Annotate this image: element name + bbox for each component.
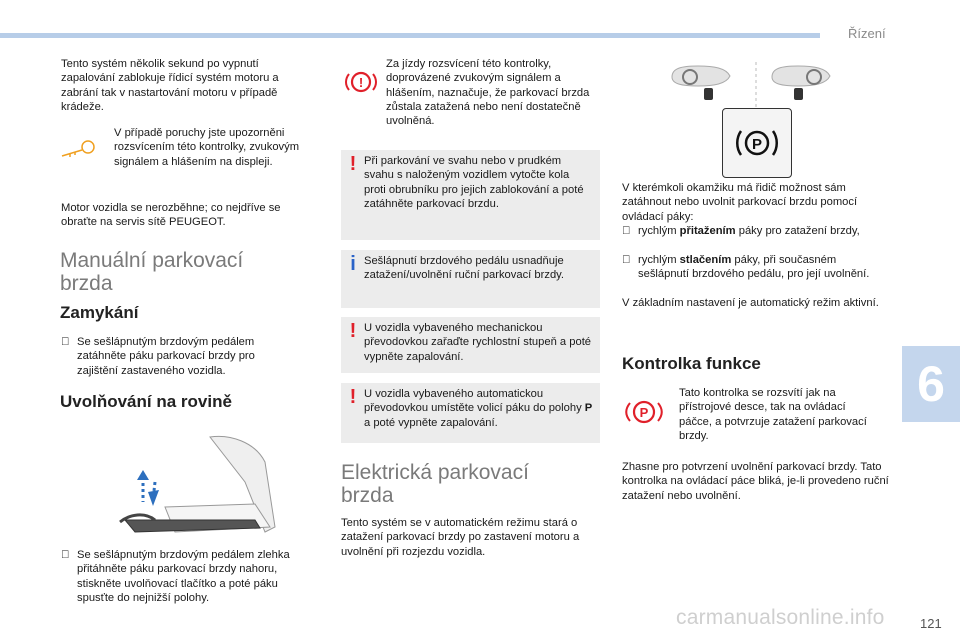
- electric-brake-heading-line1: Elektrická parkovací: [341, 461, 529, 484]
- brake-warning-icon: [343, 68, 379, 96]
- parking-brake-lever-illustration: [105, 432, 295, 542]
- lamp-off-text: Zhasne pro potvrzení uvolnění parkovací brzdy. Tato kontrolka na ovládací páce bliká, je-li provedeno ruční zatažení nebo uvolnění.: [622, 461, 889, 502]
- info-box-pedal-text: Sešlápnutí brzdového pedálu usnadňuje zatažení/uvolnění ruční parkovací brzdy.: [364, 255, 565, 282]
- electric-brake-heading-line2: brzda: [341, 484, 394, 507]
- push-bullet-bold: stlačením: [679, 254, 732, 266]
- warning-box-automatic-gearbox: [341, 383, 600, 443]
- pull-bullet-text: [622, 224, 882, 238]
- warning-box-automatic-gearbox-text: [364, 387, 594, 430]
- electric-brake-heading: [341, 461, 529, 507]
- release-heading: Uvolňování na rovině: [60, 392, 232, 411]
- automatic-text-after: a poté vypněte zapalování.: [364, 416, 498, 429]
- info-box-pedal: [341, 250, 600, 308]
- bullet-marker: [622, 224, 630, 238]
- push-bullet-before: rychlým: [638, 254, 680, 266]
- lock-heading: Zamykání: [60, 303, 139, 322]
- bullet-marker: [622, 253, 630, 267]
- driver-control-text: V kterémkoli okamžiku má řidič možnost sám zatáhnout nebo uvolnit parkovací brzdu pomocí ovládací páky:: [622, 182, 858, 223]
- exclamation-icon: !: [349, 153, 357, 175]
- push-bullet: [622, 253, 882, 282]
- push-bullet-text: [622, 253, 882, 282]
- exclamation-icon: !: [349, 386, 357, 408]
- svg-text:P: P: [639, 405, 649, 420]
- warning-box-manual-gearbox-text: U vozidla vybaveného mechanickou převodovkou zařaďte rychlostní stupeň a poté vypněte zapalování.: [364, 322, 592, 363]
- pull-bullet-after: páky pro zatažení brzdy,: [735, 225, 860, 237]
- warning-box-manual-gearbox: [341, 317, 600, 373]
- pull-bullet: [622, 224, 882, 238]
- release-bullet: [61, 548, 311, 605]
- svg-text:!: !: [358, 75, 364, 90]
- pull-bullet-bold: přitažením: [679, 225, 736, 237]
- electric-brake-text: Tento systém se v automatickém režimu stará o zatažení parkovací brzdy po zastavení motoru a uvolnění při rozjezdu vozidla.: [341, 517, 580, 558]
- page-number: 121: [920, 616, 942, 631]
- function-lamp-heading: Kontrolka funkce: [622, 354, 761, 373]
- automatic-text-before: U vozidla vybaveného automatickou převodovkou umístěte volicí páku do polohy: [364, 388, 585, 415]
- lever-operation-illustration: [668, 62, 848, 107]
- warning-box-slope: [341, 150, 600, 240]
- manual-brake-heading: [60, 249, 243, 295]
- watermark: carmanualsonline.info: [676, 606, 885, 629]
- manual-brake-heading-line2: brzda: [60, 272, 113, 295]
- release-bullet-text: Se sešlápnutým brzdovým pedálem zlehka přitáhněte páku parkovací brzdy nahoru, stiskněte uvolňovací tlačítko a poté páku spusťte do nejnižší polohy.: [77, 549, 290, 604]
- header-bar: [0, 33, 820, 38]
- automatic-text-gear: P: [584, 402, 593, 415]
- immobiliser-warning-text: V případě poruchy jste upozorněni rozsvícením této kontrolky, zvukovým signálem a hlášením na displeji.: [114, 127, 300, 168]
- manual-brake-heading-line1: Manuální parkovací: [60, 249, 244, 272]
- chapter-tab: 6: [902, 346, 960, 422]
- lamp-description: Tato kontrolka se rozsvítí jak na přístrojové desce, tak na ovládací páčce, a potvrzuje zatažení parkovací brzdy.: [679, 387, 867, 442]
- info-icon: i: [350, 253, 356, 275]
- pull-bullet-before: rychlým: [638, 225, 680, 237]
- push-bullet-after: páky, při současném sešlápnutí brzdového pedálu, pro její uvolnění.: [638, 254, 870, 281]
- key-icon: [60, 138, 100, 160]
- warning-box-slope-text: Při parkování ve svahu nebo v prudkém svahu s naloženým vozidlem vytočte kola proti obrubníku pro jejich zablokování a poté zatáhněte parkovací brzdu.: [364, 155, 584, 210]
- driving-warning-text: Za jízdy rozsvícení této kontrolky, doprovázené zvukovým signálem a hlášením, naznačuje, že parkovací brzda zůstala zatažená nebo není dostatečně uvolněná.: [386, 58, 590, 128]
- svg-text:P: P: [751, 136, 763, 153]
- intro-paragraph: Tento systém několik sekund po vypnutí zapalování zablokuje řídicí systém motoru a zabrání tak v nastartování motoru v případě krádeže.: [61, 58, 279, 113]
- lock-bullet-text: Se sešlápnutým brzdovým pedálem zatáhněte páku parkovací brzdy pro zajištění zastaveného vozidla.: [77, 336, 255, 377]
- bullet-marker: [61, 335, 69, 349]
- section-title: Řízení: [848, 26, 886, 41]
- servis-note: Motor vozidla se nerozběhne; co nejdříve se obraťte na servis sítě PEUGEOT.: [61, 202, 281, 229]
- lock-bullet: [61, 335, 281, 378]
- exclamation-icon: !: [349, 320, 357, 342]
- bullet-marker: [61, 548, 69, 562]
- parking-brake-switch: [722, 108, 792, 178]
- default-mode-text: V základním nastavení je automatický režim aktivní.: [622, 297, 879, 309]
- parking-brake-lamp-icon: [622, 396, 666, 428]
